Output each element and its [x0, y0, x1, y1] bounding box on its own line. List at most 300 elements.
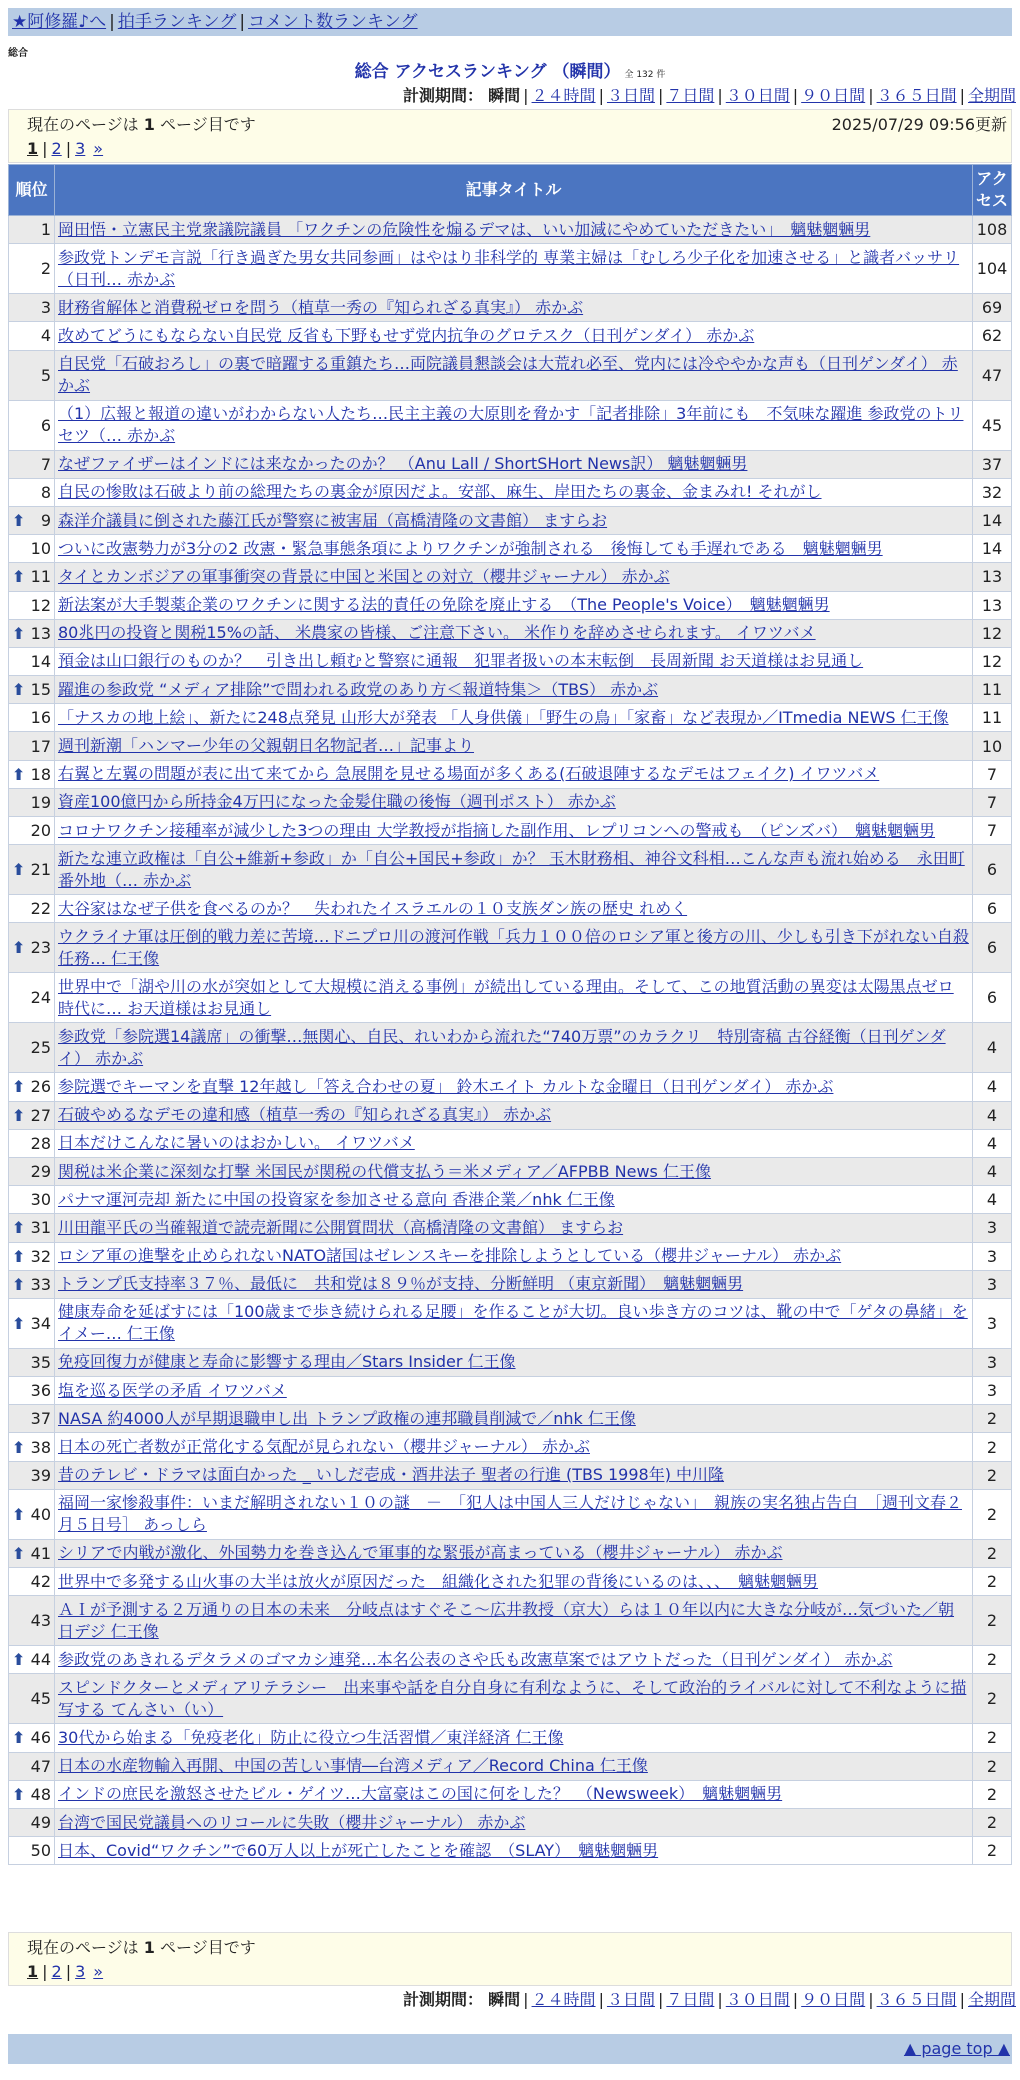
article-title-link[interactable]: 森洋介議員に倒された藤江氏が警察に被害届（高橋清隆の文書館） ますらお	[58, 510, 608, 530]
rank-cell	[9, 1377, 55, 1405]
access-count: 2	[973, 1808, 1012, 1836]
table-row	[9, 676, 1012, 704]
article-title-link[interactable]: 昔のテレビ・ドラマは面白かった _ いしだ壱成・酒井法子 聖者の行進 (TBS 1998年) 中川隆	[58, 1465, 725, 1485]
rank-cell	[9, 563, 55, 591]
rank-number: 38	[30, 1437, 51, 1457]
article-title-link[interactable]: 80兆円の投資と関税15%の話、 米農家の皆様、ご注意下さい。 米作りを辞めさせられます。 イワツバメ	[58, 623, 816, 643]
access-count: 3	[973, 1348, 1012, 1376]
article-title-link[interactable]: 参政党トンデモ言説「行き過ぎた男女共同参画」はやはり非科学的 専業主婦は「むしろ少子化を加速させる」と識者バッサリ（日刊… 赤かぶ	[58, 247, 960, 289]
rank-up-arrow-icon: ⬆	[12, 1274, 26, 1294]
top-nav	[8, 8, 1012, 36]
table-row	[9, 1073, 1012, 1101]
page-link-2[interactable]: 2	[51, 1962, 62, 1981]
article-title-link[interactable]: 「ナスカの地上絵」、新たに248点発見 山形大が発表 「人身供儀」「野生の鳥」「家畜」など表現か／ITmedia NEWS 仁王像	[58, 707, 949, 727]
article-title-link[interactable]: 参院選でキーマンを直撃 12年越し「答え合わせの夏」 鈴木エイト カルトな金曜日（日刊ゲンダイ） 赤かぶ	[58, 1076, 834, 1096]
table-row	[9, 760, 1012, 788]
table-row	[9, 591, 1012, 619]
table-row	[9, 1377, 1012, 1405]
access-count: 7	[973, 760, 1012, 788]
title-cell	[55, 450, 973, 478]
article-title-link[interactable]: ついに改憲勢力が3分の2 改憲・緊急事態条項によりワクチンが強制される 後悔しても手遅れである 魑魅魍魎男	[58, 538, 883, 558]
access-count: 11	[973, 704, 1012, 732]
table-row	[9, 788, 1012, 816]
access-count: 62	[973, 322, 1012, 350]
rank-cell	[9, 1129, 55, 1157]
table-row	[9, 973, 1012, 1023]
rank-number: 22	[30, 899, 51, 919]
article-title-link[interactable]: 世界中で多発する山火事の大半は放火が原因だった 組織化された犯罪の背後にいるのは、、、 魑魅魍魎男	[58, 1571, 819, 1591]
rank-cell	[9, 845, 55, 895]
pager-bottom	[8, 1932, 1012, 1986]
ranking-title	[0, 60, 1020, 87]
title-cell	[55, 1101, 973, 1129]
rank-up-arrow-icon: ⬆	[12, 1543, 26, 1563]
title-cell	[55, 294, 973, 322]
category-label: 総合	[8, 48, 28, 59]
article-title-link[interactable]: 資産100億円から所持金4万円になった金髪住職の後悔（週刊ポスト） 赤かぶ	[58, 792, 616, 812]
nav-link-comment-ranking[interactable]: コメント数ランキング	[248, 12, 418, 32]
article-title-link[interactable]: 福岡一家惨殺事件：いまだ解明されない１０の謎 － 「犯人は中国人三人だけじゃない」 親族の実名独占告白 ［週刊文春２月５日号］ あっしら	[58, 1493, 963, 1535]
rank-up-arrow-icon: ⬆	[12, 1077, 26, 1097]
rank-number: 19	[30, 792, 51, 812]
article-title-link[interactable]: 岡田悟・立憲民主党衆議院議員 「ワクチンの危険性を煽るデマは、いい加減にやめていただきたい」 魑魅魍魎男	[58, 219, 871, 239]
rank-number: 26	[30, 1077, 51, 1097]
title-cell	[55, 923, 973, 973]
nav-link-asyura[interactable]: ★阿修羅♪へ	[12, 12, 107, 32]
article-title-link[interactable]: 30代から始まる「免疫老化」防止に役立つ生活習慣／東洋経済 仁王像	[58, 1727, 564, 1747]
page-link-3[interactable]: 3	[75, 1962, 86, 1981]
table-row	[9, 294, 1012, 322]
article-title-link[interactable]: 右翼と左翼の問題が表に出て来てから 急展開を見せる場面が多くある(石破退陣するなデモはフェイク) イワツバメ	[58, 764, 880, 784]
rank-cell	[9, 1023, 55, 1073]
table-row	[9, 1348, 1012, 1376]
access-count: 104	[973, 244, 1012, 294]
title-cell	[55, 647, 973, 675]
period-link-24h[interactable]: ２４時間	[531, 86, 596, 105]
table-row	[9, 817, 1012, 845]
rank-number: 42	[30, 1572, 51, 1592]
access-count: 6	[973, 973, 1012, 1023]
nav-link-clap-ranking[interactable]: 拍手ランキング	[117, 12, 237, 32]
rank-cell	[9, 350, 55, 400]
title-cell	[55, 1023, 973, 1073]
title-cell	[55, 619, 973, 647]
article-title-link[interactable]: 大谷家はなぜ子供を食べるのか？ 失われたイスラエルの１０支族ダン族の歴史 れめく	[58, 898, 688, 918]
rank-up-arrow-icon: ⬆	[12, 764, 26, 784]
article-title-link[interactable]: 台湾で国民党議員へのリコールに失敗（櫻井ジャーナル） 赤かぶ	[58, 1812, 526, 1832]
title-cell	[55, 1539, 973, 1567]
rank-up-arrow-icon: ⬆	[12, 1784, 26, 1804]
period-label: 計測期間：	[403, 1990, 484, 2009]
page-link-2[interactable]: 2	[51, 139, 62, 158]
table-row	[9, 1674, 1012, 1724]
title-cell	[55, 704, 973, 732]
article-title-link[interactable]: スピンドクターとメディアリテラシー 出来事や話を自分自身に有利なように、そして政治的ライバルに対して不利なように描写する てんさい（い）	[58, 1677, 967, 1719]
access-count: 12	[973, 619, 1012, 647]
access-count: 7	[973, 788, 1012, 816]
access-count: 14	[973, 506, 1012, 534]
access-count: 2	[973, 1752, 1012, 1780]
rank-cell	[9, 244, 55, 294]
table-row	[9, 535, 1012, 563]
article-title-link[interactable]: 日本の水産物輸入再開、中国の苦しい事情―台湾メディア／Record China 仁王像	[58, 1756, 648, 1776]
title-cell	[55, 1377, 973, 1405]
article-title-link[interactable]: 石破やめるなデモの違和感（植草一秀の『知られざる真実』） 赤かぶ	[58, 1105, 552, 1125]
rank-number: 39	[30, 1465, 51, 1485]
article-title-link[interactable]: なぜファイザーはインドには来なかったのか？ （Anu Lall / ShortSHort News訳） 魑魅魍魎男	[58, 454, 748, 474]
ranking-title-text: 総合 アクセスランキング （瞬間）	[354, 62, 621, 82]
table-row	[9, 1023, 1012, 1073]
rank-cell	[9, 1752, 55, 1780]
table-row	[9, 478, 1012, 506]
title-cell	[55, 1242, 973, 1270]
rank-up-arrow-icon: ⬆	[12, 511, 26, 531]
article-title-link[interactable]: 自民の惨敗は石破より前の総理たちの裏金が原因だよ。安部、麻生、岸田たちの裏金、金まみれ! それがし	[58, 482, 822, 502]
table-row	[9, 1568, 1012, 1596]
table-row	[9, 1433, 1012, 1461]
period-link-90d[interactable]: ９０日間	[801, 1990, 866, 2009]
updated-time: 2025/07/29 09:56更新	[831, 115, 1007, 134]
title-cell	[55, 1298, 973, 1348]
rank-number: 34	[30, 1313, 51, 1333]
table-row	[9, 1270, 1012, 1298]
rank-up-arrow-icon: ⬆	[12, 567, 26, 587]
title-cell	[55, 216, 973, 244]
access-count: 69	[973, 294, 1012, 322]
article-title-link[interactable]: 自民党「石破おろし」の裏で暗躍する重鎮たち…両院議員懇談会は大荒れ必至、党内には冷ややかな声も（日刊ゲンダイ） 赤かぶ	[58, 354, 958, 396]
rank-cell	[9, 732, 55, 760]
access-count: 4	[973, 1073, 1012, 1101]
period-link-all[interactable]: 全期間	[967, 1990, 1016, 2009]
title-cell	[55, 1780, 973, 1808]
table-row	[9, 845, 1012, 895]
title-cell	[55, 1405, 973, 1433]
rank-cell	[9, 619, 55, 647]
article-title-link[interactable]: 健康寿命を延ばすには「100歳まで歩き続けられる足腰」を作ることが大切。良い歩き方のコツは、靴の中で「ゲタの鼻緒」をイメー… 仁王像	[58, 1302, 968, 1344]
page-current: 1	[27, 1962, 39, 1981]
period-selector-top: 計測期間： 瞬間 | ２４時間 | ３日間 | ７日間 | ３０日間 | ９０日間 | ３６５日間 | 全期間	[403, 86, 1016, 105]
rank-number: 1	[40, 220, 51, 240]
access-count: 4	[973, 1186, 1012, 1214]
title-cell	[55, 676, 973, 704]
article-title-link[interactable]: トランプ氏支持率３７％、最低に 共和党は８９％が支持、分断鮮明 （東京新聞） 魑魅魍魎男	[58, 1274, 744, 1294]
title-cell	[55, 1752, 973, 1780]
access-count: 3	[973, 1214, 1012, 1242]
rank-number: 35	[30, 1352, 51, 1372]
page-current: 1	[27, 139, 39, 158]
access-count: 2	[973, 1461, 1012, 1489]
rank-cell	[9, 506, 55, 534]
rank-cell	[9, 923, 55, 973]
title-cell	[55, 895, 973, 923]
access-count: 4	[973, 1023, 1012, 1073]
rank-up-arrow-icon: ⬆	[12, 1504, 26, 1524]
rank-number: 45	[30, 1689, 51, 1709]
table-row	[9, 506, 1012, 534]
title-cell	[55, 1186, 973, 1214]
rank-number: 23	[30, 938, 51, 958]
rank-number: 9	[40, 511, 51, 531]
title-cell	[55, 350, 973, 400]
rank-cell	[9, 1808, 55, 1836]
table-row	[9, 563, 1012, 591]
access-count: 7	[973, 817, 1012, 845]
period-link-30d[interactable]: ３０日間	[725, 86, 790, 105]
rank-number: 40	[30, 1504, 51, 1524]
access-count: 2	[973, 1405, 1012, 1433]
rank-cell	[9, 817, 55, 845]
access-count: 6	[973, 895, 1012, 923]
access-count: 11	[973, 676, 1012, 704]
period-link-90d[interactable]: ９０日間	[801, 86, 866, 105]
rank-cell	[9, 704, 55, 732]
rank-cell	[9, 647, 55, 675]
article-title-link[interactable]: 新たな連立政権は「自公+維新+参政」か「自公+国民+参政」か？ 玉木財務相、神谷文科相…こんな声も流れ始める 永田町番外地（… 赤かぶ	[58, 848, 965, 890]
access-count: 108	[973, 216, 1012, 244]
rank-cell	[9, 1101, 55, 1129]
rank-cell	[9, 1214, 55, 1242]
table-row	[9, 1461, 1012, 1489]
access-count: 2	[973, 1724, 1012, 1752]
rank-number: 46	[30, 1728, 51, 1748]
article-title-link[interactable]: 関税は米企業に深刻な打撃 米国民が関税の代償支払う＝米メディア／AFPBB News 仁王像	[58, 1161, 711, 1181]
title-cell	[55, 845, 973, 895]
article-title-link[interactable]: パナマ運河売却 新たに中国の投資家を参加させる意向 香港企業／nhk 仁王像	[58, 1189, 615, 1209]
title-cell	[55, 1270, 973, 1298]
rank-up-arrow-icon: ⬆	[12, 680, 26, 700]
access-count: 2	[973, 1780, 1012, 1808]
rank-up-arrow-icon: ⬆	[12, 1218, 26, 1238]
title-cell	[55, 1568, 973, 1596]
rank-number: 25	[30, 1038, 51, 1058]
article-title-link[interactable]: （1）広報と報道の違いがわからない人たち…民主主義の大原則を脅かす「記者排除」3年前にも 不気味な躍進 参政党のトリセツ（… 赤かぶ	[58, 404, 964, 446]
table-row	[9, 1405, 1012, 1433]
article-title-link[interactable]: 日本だけこんなに暑いのはおかしい。 イワツバメ	[58, 1133, 415, 1153]
rank-cell	[9, 1242, 55, 1270]
table-row	[9, 1489, 1012, 1539]
article-title-link[interactable]: 財務省解体と消費税ゼロを問う（植草一秀の『知られざる真実』） 赤かぶ	[58, 297, 584, 317]
rank-up-arrow-icon: ⬆	[12, 623, 26, 643]
article-title-link[interactable]: 川田龍平氏の当確報道で読売新聞に公開質問状（高橋清隆の文書館） ますらお	[58, 1217, 624, 1237]
table-row	[9, 1129, 1012, 1157]
rank-up-arrow-icon: ⬆	[12, 1313, 26, 1333]
rank-cell	[9, 535, 55, 563]
article-title-link[interactable]: ウクライナ軍は圧倒的戦力差に苦境…ドニプロ川の渡河作戦「兵力１００倍のロシア軍と後方の川、少しも引き下がれない自殺任務… 仁王像	[58, 926, 969, 968]
table-row	[9, 923, 1012, 973]
period-link-7d[interactable]: ７日間	[666, 86, 715, 105]
article-title-link[interactable]: コロナワクチン接種率が減少した3つの理由 大学教授が指摘した副作用、レプリコンへの警戒も （ピンズバ） 魑魅魍魎男	[58, 820, 936, 840]
page-top-link-wrap	[904, 2037, 1010, 2061]
rank-number: 10	[30, 539, 51, 559]
article-title-link[interactable]: 新法案が大手製薬企業のワクチンに関する法的責任の免除を廃止する （The People's Voice） 魑魅魍魎男	[58, 595, 830, 615]
access-count: 13	[973, 591, 1012, 619]
title-cell	[55, 732, 973, 760]
rank-number: 13	[30, 623, 51, 643]
pager-top	[8, 109, 1012, 163]
rank-number: 32	[30, 1246, 51, 1266]
page-next-link[interactable]: »	[93, 1962, 104, 1981]
access-count: 2	[973, 1568, 1012, 1596]
access-count: 2	[973, 1837, 1012, 1865]
access-count: 3	[973, 1377, 1012, 1405]
period-link-30d[interactable]: ３０日間	[725, 1990, 790, 2009]
rank-cell	[9, 1433, 55, 1461]
rank-number: 8	[40, 482, 51, 502]
article-title-link[interactable]: ＡＩが予測する２万通りの日本の未来 分岐点はすぐそこ～広井教授（京大）らは１０年以内に大きな分岐が…気づいた／朝日デジ 仁王像	[58, 1599, 955, 1641]
rank-number: 28	[30, 1133, 51, 1153]
page-status: 現在のページは 1 ページ目です	[27, 115, 256, 134]
rank-cell	[9, 1157, 55, 1185]
title-cell	[55, 1348, 973, 1376]
rank-cell	[9, 1270, 55, 1298]
table-row	[9, 1186, 1012, 1214]
period-link-365d[interactable]: ３６５日間	[876, 1990, 957, 2009]
rank-cell	[9, 1724, 55, 1752]
title-cell	[55, 478, 973, 506]
rank-number: 11	[30, 567, 51, 587]
access-count: 6	[973, 845, 1012, 895]
period-link-3d[interactable]: ３日間	[606, 86, 655, 105]
article-title-link[interactable]: インドの庶民を激怒させたビル・ゲイツ…大富豪はこの国に何をした？ （Newsweek） 魑魅魍魎男	[58, 1784, 783, 1804]
rank-number: 47	[30, 1756, 51, 1776]
rank-number: 15	[30, 680, 51, 700]
title-cell	[55, 1129, 973, 1157]
title-cell	[55, 760, 973, 788]
title-cell	[55, 973, 973, 1023]
header-title: 記事タイトル	[55, 165, 973, 216]
rank-number: 12	[30, 595, 51, 615]
rank-cell	[9, 322, 55, 350]
article-title-link[interactable]: 日本、Covid“ワクチン”で60万人以上が死亡したことを確認 （SLAY） 魑魅魍魎男	[58, 1840, 659, 1860]
article-title-link[interactable]: 預金は山口銀行のものか？ 引き出し頼むと警察に通報 犯罪者扱いの本末転倒 長周新聞 お天道様はお見通し	[58, 651, 864, 671]
rank-cell	[9, 1596, 55, 1646]
title-cell	[55, 1837, 973, 1865]
period-link-all[interactable]: 全期間	[967, 86, 1016, 105]
rank-cell	[9, 1348, 55, 1376]
rank-cell	[9, 294, 55, 322]
ranking-total-count: 全 132 件	[624, 70, 666, 80]
rank-number: 4	[40, 326, 51, 346]
table-row	[9, 1724, 1012, 1752]
table-row	[9, 1214, 1012, 1242]
rank-number: 27	[30, 1105, 51, 1125]
access-count: 6	[973, 923, 1012, 973]
page-top-link[interactable]: ▲ page top ▲	[903, 2039, 1010, 2058]
page-status: 現在のページは 1 ページ目です	[27, 1938, 256, 1957]
article-title-link[interactable]: 参政党のあきれるデタラメのゴマカシ連発…本名公表のさや氏も改憲草案ではアウトだった（日刊ゲンダイ） 赤かぶ	[58, 1649, 893, 1669]
access-count: 3	[973, 1270, 1012, 1298]
table-row	[9, 619, 1012, 647]
rank-cell	[9, 1489, 55, 1539]
table-row	[9, 704, 1012, 732]
rank-number: 20	[30, 821, 51, 841]
article-title-link[interactable]: 躍進の参政党 “メディア排除”で問われる政党のあり方＜報道特集＞（TBS） 赤かぶ	[58, 679, 659, 699]
title-cell	[55, 1724, 973, 1752]
rank-cell	[9, 1837, 55, 1865]
title-cell	[55, 788, 973, 816]
period-current: 瞬間	[488, 86, 521, 105]
access-count: 4	[973, 1129, 1012, 1157]
rank-number: 24	[30, 988, 51, 1008]
article-title-link[interactable]: 塩を巡る医学の矛盾 イワツバメ	[58, 1380, 287, 1400]
table-row	[9, 1646, 1012, 1674]
rank-cell	[9, 1298, 55, 1348]
rank-number: 6	[40, 415, 51, 435]
table-row	[9, 647, 1012, 675]
rank-number: 41	[30, 1543, 51, 1563]
rank-number: 16	[30, 708, 51, 728]
rank-cell	[9, 1073, 55, 1101]
article-title-link[interactable]: シリアで内戦が激化、外国勢力を巻き込んで軍事的な緊張が高まっている（櫻井ジャーナル） 赤かぶ	[58, 1543, 783, 1563]
rank-cell	[9, 1568, 55, 1596]
title-cell	[55, 1596, 973, 1646]
article-title-link[interactable]: 改めてどうにもならない自民党 反省も下野もせず党内抗争のグロテスク（日刊ゲンダイ） 赤かぶ	[58, 325, 755, 345]
access-count: 10	[973, 732, 1012, 760]
table-row	[9, 1539, 1012, 1567]
rank-cell	[9, 1646, 55, 1674]
table-row	[9, 400, 1012, 450]
table-row	[9, 1101, 1012, 1129]
rank-number: 3	[40, 298, 51, 318]
access-count: 2	[973, 1596, 1012, 1646]
article-title-link[interactable]: 免疫回復力が健康と寿命に影響する理由／Stars Insider 仁王像	[58, 1352, 516, 1372]
rank-cell	[9, 1461, 55, 1489]
header-access: アクセス	[973, 165, 1012, 216]
article-title-link[interactable]: 日本の死亡者数が正常化する気配が見られない（櫻井ジャーナル） 赤かぶ	[58, 1437, 590, 1457]
rank-number: 5	[40, 365, 51, 385]
rank-number: 43	[30, 1611, 51, 1631]
table-row	[9, 350, 1012, 400]
article-title-link[interactable]: 世界中で「湖や川の水が突如として大規模に消える事例」が続出している理由。そして、この地質活動の異変は太陽黒点ゼロ時代に… お天道様はお見通し	[58, 976, 954, 1018]
rank-cell	[9, 895, 55, 923]
page-links: 1 | 2 | 3 »	[27, 139, 104, 158]
rank-number: 14	[30, 651, 51, 671]
article-title-link[interactable]: 週刊新潮「ハンマー少年の父親朝日名物記者…」記事より	[58, 736, 475, 756]
period-link-365d[interactable]: ３６５日間	[876, 86, 957, 105]
rank-up-arrow-icon: ⬆	[12, 1105, 26, 1125]
rank-cell	[9, 676, 55, 704]
rank-cell	[9, 1186, 55, 1214]
rank-number: 48	[30, 1784, 51, 1804]
period-link-3d[interactable]: ３日間	[606, 1990, 655, 2009]
article-title-link[interactable]: ロシア軍の進撃を止められないNATO諸国はゼレンスキーを排除しようとしている（櫻井ジャーナル） 赤かぶ	[58, 1246, 842, 1266]
nav-separator: |	[109, 12, 115, 32]
table-row	[9, 450, 1012, 478]
period-link-7d[interactable]: ７日間	[666, 1990, 715, 2009]
access-count: 32	[973, 478, 1012, 506]
nav-separator: |	[239, 12, 246, 32]
page-next-link[interactable]: »	[93, 139, 104, 158]
access-count: 2	[973, 1674, 1012, 1724]
access-count: 2	[973, 1489, 1012, 1539]
rank-cell	[9, 1674, 55, 1724]
title-cell	[55, 591, 973, 619]
rank-up-arrow-icon: ⬆	[12, 1728, 26, 1748]
table-row	[9, 1808, 1012, 1836]
title-cell	[55, 1157, 973, 1185]
table-row	[9, 1780, 1012, 1808]
article-title-link[interactable]: NASA 約4000人が早期退職申し出 トランプ政権の連邦職員削減で／nhk 仁王像	[58, 1408, 636, 1428]
article-title-link[interactable]: タイとカンボジアの軍事衝突の背景に中国と米国との対立（櫻井ジャーナル） 赤かぶ	[58, 566, 670, 586]
period-link-24h[interactable]: ２４時間	[531, 1990, 596, 2009]
rank-number: 44	[30, 1650, 51, 1670]
page-link-3[interactable]: 3	[75, 139, 86, 158]
period-label: 計測期間：	[403, 86, 484, 105]
article-title-link[interactable]: 参政党「参院選14議席」の衝撃…無関心、自民、れいわから流れた“740万票”のカラクリ 特別寄稿 古谷経衡（日刊ゲンダイ） 赤かぶ	[58, 1026, 946, 1068]
rank-cell	[9, 760, 55, 788]
table-row	[9, 1298, 1012, 1348]
table-row	[9, 1596, 1012, 1646]
